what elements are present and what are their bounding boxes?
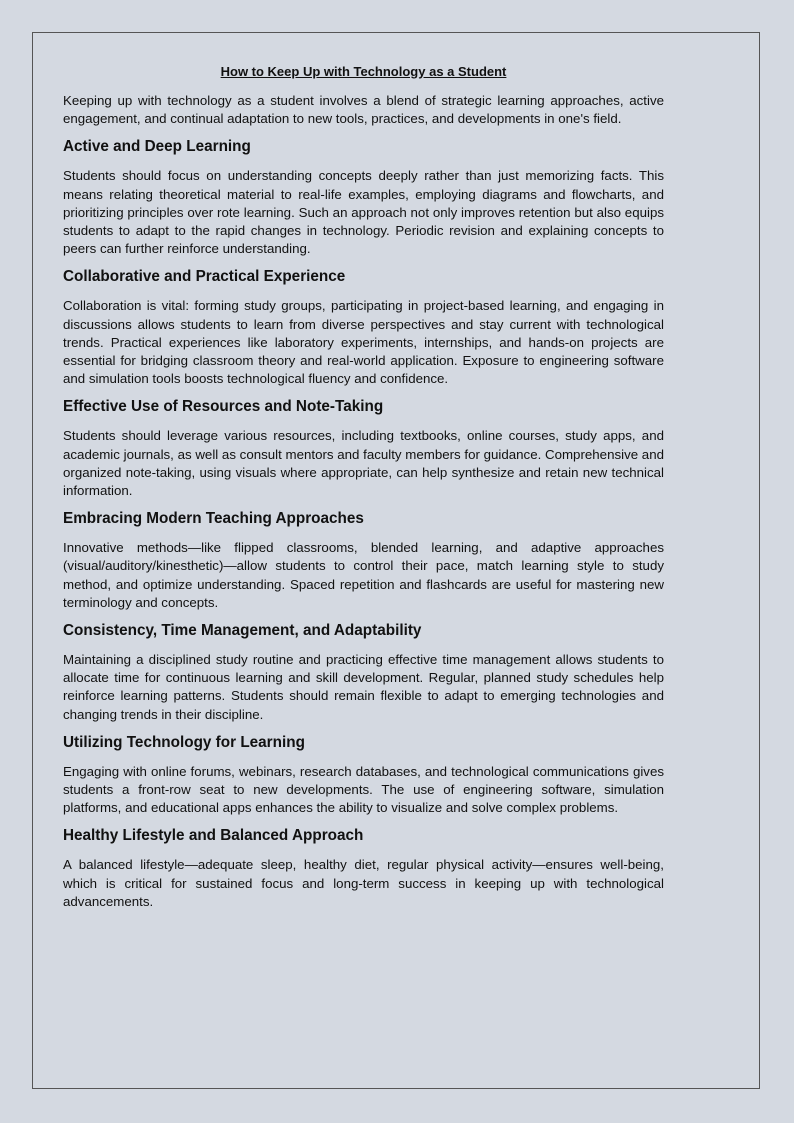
section-body-modern-teaching: Innovative methods—like flipped classrooms, blended learning, and adaptive approaches (visual/auditory/kinesthetic)—allow students to control their pace, match learning style to study method, and optimize understanding. Spaced repetition and flashcards are useful for mastering new terminology and concepts.	[63, 540, 664, 610]
section-body-resources: Students should leverage various resources, including textbooks, online courses, study apps, and academic journals, as well as consult mentors and faculty members for guidance. Comprehensive and organized note-taking, using visuals where appropriate, can help synthesize and retain new technical information.	[63, 428, 664, 499]
section-heading-healthy-lifestyle: Healthy Lifestyle and Balanced Approach	[63, 827, 364, 845]
intro-paragraph: Keeping up with technology as a student involves a blend of strategic learning approaches, active engagement, and continual adaptation to new tools, practices, and developments in one's field.	[63, 93, 664, 127]
section-heading-resources: Effective Use of Resources and Note-Taking	[63, 398, 384, 416]
document-title: How to Keep Up with Technology as a Student	[220, 64, 507, 79]
section-body-technology: Engaging with online forums, webinars, research databases, and technological communications gives students a front-row seat to new developments. The use of engineering software, simulation platforms, and educational apps enhances the ability to visualize and solve complex problems.	[63, 763, 664, 816]
section-heading-technology: Utilizing Technology for Learning	[63, 733, 305, 751]
section-heading-modern-teaching: Embracing Modern Teaching Approaches	[63, 510, 364, 528]
section-body-active-learning: Students should focus on understanding concepts deeply rather than just memorizing facts. This means relating theoretical material to real-life examples, employing diagrams and flowcharts, and prioritizing principles over rote learning. Such an approach not only improves retention but also equips students to adapt to the rapid changes in technology. Periodic revision and explaining concepts to peers can further reinforce understanding.	[63, 168, 664, 257]
section-heading-collaborative: Collaborative and Practical Experience	[63, 268, 346, 286]
section-body-healthy-lifestyle: A balanced lifestyle—adequate sleep, healthy diet, regular physical activity—ensures well-being, which is critical for sustained focus and long-term success in keeping up with technological advancements.	[63, 857, 664, 909]
document-content	[63, 63, 664, 911]
section-heading-active-learning: Active and Deep Learning	[63, 138, 251, 156]
section-heading-consistency: Consistency, Time Management, and Adaptability	[63, 622, 422, 640]
section-body-consistency: Maintaining a disciplined study routine and practicing effective time management allows students to allocate time for continuous learning and skill development. Regular, planned study schedules help reinforce learning patterns. Students should remain flexible to adapt to emerging technologies and changing trends in their discipline.	[63, 652, 664, 722]
section-body-collaborative: Collaboration is vital: forming study groups, participating in project-based learning, and engaging in discussions allows students to learn from diverse perspectives and stay current with technological trends. Practical experiences like laboratory experiments, internships, and hands-on projects are essential for bridging classroom theory and real-world application. Exposure to engineering software and simulation tools boosts technological fluency and confidence.	[63, 298, 664, 387]
